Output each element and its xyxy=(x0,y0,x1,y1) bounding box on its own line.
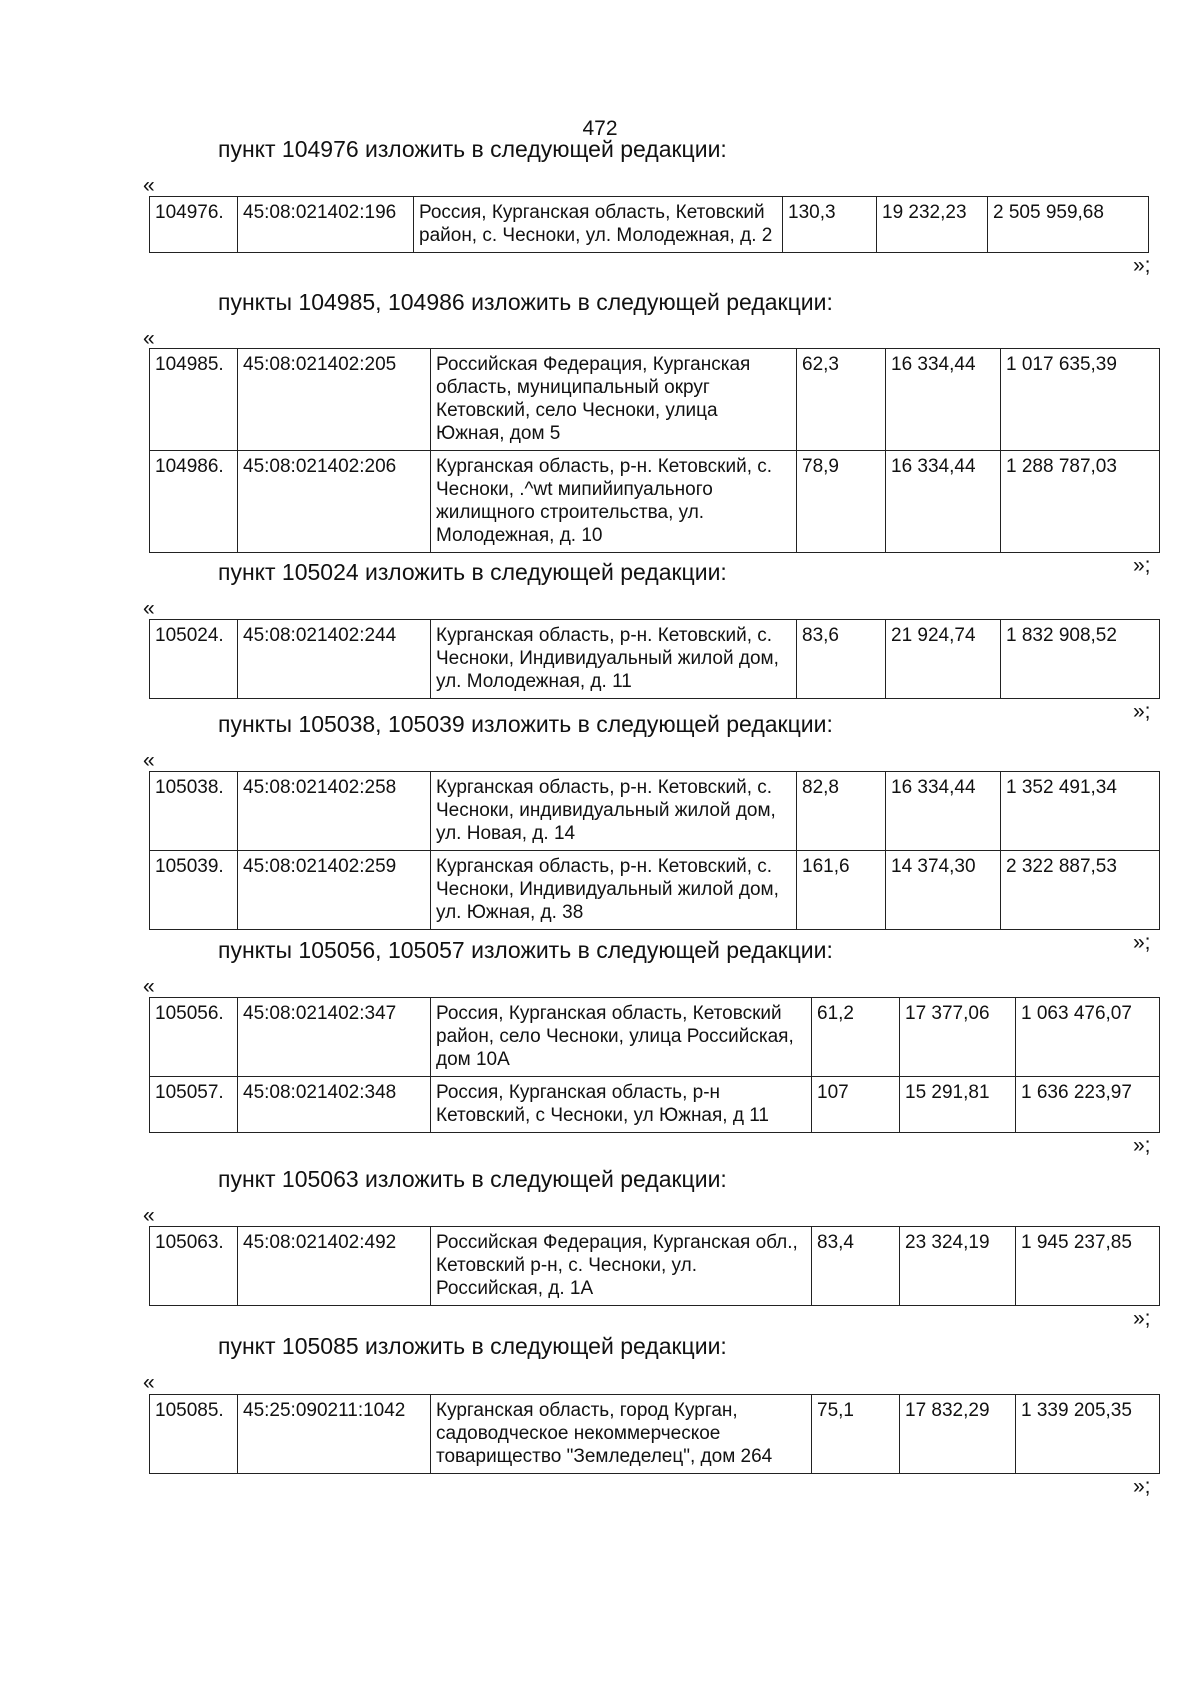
area-cell: 83,6 xyxy=(797,620,886,699)
opening-quote: « xyxy=(143,975,155,998)
total-value-cell: 1 945 237,85 xyxy=(1016,1227,1160,1306)
item-number-cell: 105063. xyxy=(150,1227,238,1306)
total-value-cell: 2 322 887,53 xyxy=(1001,851,1160,930)
item-number-cell: 104986. xyxy=(150,451,238,553)
property-table xyxy=(149,619,1160,699)
cadastral-number-cell: 45:08:021402:347 xyxy=(238,998,431,1077)
unit-value-cell: 23 324,19 xyxy=(900,1227,1016,1306)
area-cell: 62,3 xyxy=(797,349,886,451)
item-number-cell: 105024. xyxy=(150,620,238,699)
closing-quote: »; xyxy=(1133,1475,1151,1498)
opening-quote: « xyxy=(143,327,155,350)
amendment-heading: пункт 105063 изложить в следующей редакции: xyxy=(218,1166,727,1192)
area-cell: 75,1 xyxy=(812,1395,900,1474)
area-cell: 78,9 xyxy=(797,451,886,553)
amendment-heading: пункты 105056, 105057 изложить в следующей редакции: xyxy=(218,937,833,963)
address-cell: Российская Федерация, Курганская обл., Кетовский р-н, с. Чесноки, ул. Российская, д. 1А xyxy=(431,1227,812,1306)
total-value-cell: 1 339 205,35 xyxy=(1016,1395,1160,1474)
total-value-cell: 2 505 959,68 xyxy=(988,197,1149,253)
unit-value-cell: 15 291,81 xyxy=(900,1077,1016,1133)
unit-value-cell: 16 334,44 xyxy=(886,451,1001,553)
address-cell: Курганская область, р-н. Кетовский, с. Чесноки, .^wt мипийипуального жилищного строительства, ул. Молодежная, д. 10 xyxy=(431,451,797,553)
table-row xyxy=(150,197,1149,253)
cadastral-number-cell: 45:08:021402:258 xyxy=(238,772,431,851)
opening-quote: « xyxy=(143,597,155,620)
table-row xyxy=(150,998,1160,1077)
table-row xyxy=(150,851,1160,930)
table-row xyxy=(150,451,1160,553)
cadastral-number-cell: 45:08:021402:205 xyxy=(238,349,431,451)
closing-quote: »; xyxy=(1133,554,1151,577)
address-cell: Курганская область, р-н. Кетовский, с. Чесноки, индивидуальный жилой дом, ул. Новая, д. 14 xyxy=(431,772,797,851)
closing-quote: »; xyxy=(1133,700,1151,723)
address-cell: Россия, Курганская область, Кетовский район, село Чесноки, улица Российская, дом 10А xyxy=(431,998,812,1077)
address-cell: Россия, Курганская область, Кетовский район, с. Чесноки, ул. Молодежная, д. 2 xyxy=(414,197,783,253)
total-value-cell: 1 832 908,52 xyxy=(1001,620,1160,699)
address-cell: Курганская область, город Курган, садоводческое некоммерческое товарищество "Земледелец", дом 264 xyxy=(431,1395,812,1474)
area-cell: 161,6 xyxy=(797,851,886,930)
amendment-heading: пункт 105085 изложить в следующей редакции: xyxy=(218,1333,727,1359)
opening-quote: « xyxy=(143,749,155,772)
amendment-heading: пункт 104976 изложить в следующей редакции: xyxy=(218,136,727,162)
total-value-cell: 1 063 476,07 xyxy=(1016,998,1160,1077)
table-row xyxy=(150,1077,1160,1133)
closing-quote: »; xyxy=(1133,254,1151,277)
item-number-cell: 105039. xyxy=(150,851,238,930)
area-cell: 83,4 xyxy=(812,1227,900,1306)
opening-quote: « xyxy=(143,1204,155,1227)
closing-quote: »; xyxy=(1133,1307,1151,1330)
total-value-cell: 1 636 223,97 xyxy=(1016,1077,1160,1133)
unit-value-cell: 17 832,29 xyxy=(900,1395,1016,1474)
unit-value-cell: 14 374,30 xyxy=(886,851,1001,930)
area-cell: 107 xyxy=(812,1077,900,1133)
item-number-cell: 105056. xyxy=(150,998,238,1077)
total-value-cell: 1 288 787,03 xyxy=(1001,451,1160,553)
opening-quote: « xyxy=(143,1371,155,1394)
property-table xyxy=(149,1394,1160,1474)
unit-value-cell: 16 334,44 xyxy=(886,349,1001,451)
cadastral-number-cell: 45:08:021402:244 xyxy=(238,620,431,699)
item-number-cell: 105085. xyxy=(150,1395,238,1474)
unit-value-cell: 16 334,44 xyxy=(886,772,1001,851)
property-table xyxy=(149,771,1160,930)
cadastral-number-cell: 45:25:090211:1042 xyxy=(238,1395,431,1474)
area-cell: 61,2 xyxy=(812,998,900,1077)
closing-quote: »; xyxy=(1133,1134,1151,1157)
unit-value-cell: 17 377,06 xyxy=(900,998,1016,1077)
amendment-heading: пункт 105024 изложить в следующей редакции: xyxy=(218,559,727,585)
table-row xyxy=(150,349,1160,451)
table-row xyxy=(150,620,1160,699)
property-table xyxy=(149,997,1160,1133)
cadastral-number-cell: 45:08:021402:348 xyxy=(238,1077,431,1133)
property-table xyxy=(149,1226,1160,1306)
amendment-heading: пункты 104985, 104986 изложить в следующей редакции: xyxy=(218,289,833,315)
address-cell: Российская Федерация, Курганская область, муниципальный округ Кетовский, село Чесноки, улица Южная, дом 5 xyxy=(431,349,797,451)
property-table xyxy=(149,196,1149,253)
page-number: 472 xyxy=(582,117,618,140)
address-cell: Курганская область, р-н. Кетовский, с. Чесноки, Индивидуальный жилой дом, ул. Южная, д. 38 xyxy=(431,851,797,930)
item-number-cell: 105038. xyxy=(150,772,238,851)
area-cell: 130,3 xyxy=(783,197,877,253)
address-cell: Курганская область, р-н. Кетовский, с. Чесноки, Индивидуальный жилой дом, ул. Молодежная, д. 11 xyxy=(431,620,797,699)
item-number-cell: 104976. xyxy=(150,197,238,253)
cadastral-number-cell: 45:08:021402:492 xyxy=(238,1227,431,1306)
area-cell: 82,8 xyxy=(797,772,886,851)
unit-value-cell: 19 232,23 xyxy=(877,197,988,253)
cadastral-number-cell: 45:08:021402:206 xyxy=(238,451,431,553)
table-row xyxy=(150,1395,1160,1474)
total-value-cell: 1 017 635,39 xyxy=(1001,349,1160,451)
cadastral-number-cell: 45:08:021402:259 xyxy=(238,851,431,930)
address-cell: Россия, Курганская область, р-н Кетовский, с Чесноки, ул Южная, д 11 xyxy=(431,1077,812,1133)
table-row xyxy=(150,772,1160,851)
amendment-heading: пункты 105038, 105039 изложить в следующей редакции: xyxy=(218,711,833,737)
item-number-cell: 104985. xyxy=(150,349,238,451)
table-row xyxy=(150,1227,1160,1306)
opening-quote: « xyxy=(143,174,155,197)
cadastral-number-cell: 45:08:021402:196 xyxy=(238,197,414,253)
total-value-cell: 1 352 491,34 xyxy=(1001,772,1160,851)
closing-quote: »; xyxy=(1133,931,1151,954)
item-number-cell: 105057. xyxy=(150,1077,238,1133)
unit-value-cell: 21 924,74 xyxy=(886,620,1001,699)
property-table xyxy=(149,348,1160,553)
